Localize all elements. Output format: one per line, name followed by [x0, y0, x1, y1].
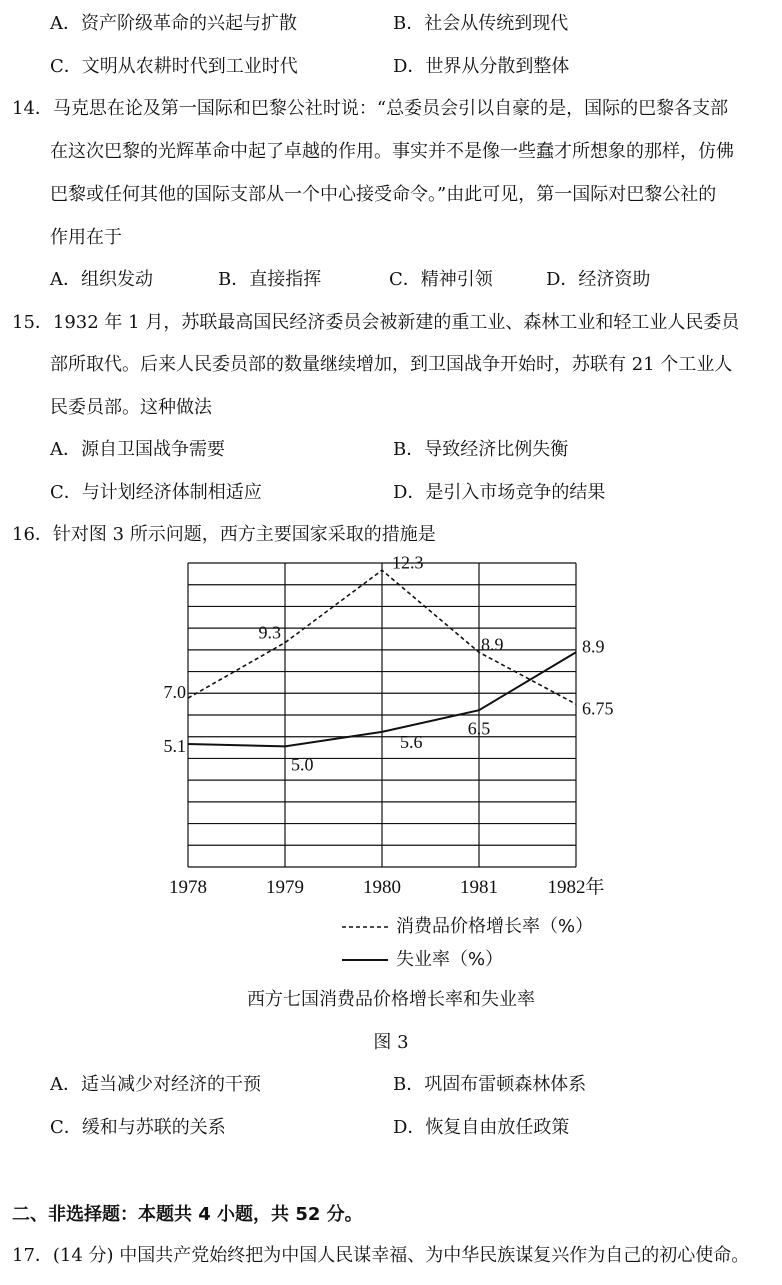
q16-option-a: A．适当减少对经济的干预: [50, 1074, 261, 1095]
q16-option-c: C．缓和与苏联的关系: [50, 1117, 226, 1138]
q13-option-c: C．文明从农耕时代到工业时代: [50, 56, 298, 77]
chart-x-ticks: [169, 876, 605, 898]
q13-option-b: B．社会从传统到现代: [393, 13, 569, 34]
q13-option-a: A．资产阶级革命的兴起与扩散: [50, 13, 297, 34]
figure-caption: 西方七国消费品价格增长率和失业率: [247, 989, 535, 1010]
x-tick-label: 1980: [363, 877, 401, 898]
q14-stem-line-1: 14．马克思在论及第一国际和巴黎公社时说：“总委员会引以自豪的是，国际的巴黎各支部: [12, 98, 729, 119]
unemployment-data-label: 6.5: [467, 718, 491, 739]
q15-stem-line-2: 部所取代。后来人民委员部的数量继续增加，到卫国战争开始时，苏联有 21 个工业人: [50, 354, 733, 375]
q14-option-a: A．组织发动: [50, 269, 153, 290]
price-growth-data-label: 6.75: [582, 698, 614, 719]
price-growth-data-label: 9.3: [258, 622, 281, 643]
section-2-title: 二、非选择题：本题共 4 小题，共 52 分。: [12, 1204, 363, 1225]
q14-stem-line-2: 在这次巴黎的光辉革命中起了卓越的作用。事实并不是像一些蠢才所想象的那样，仿佛: [50, 141, 734, 162]
q16-option-b: B．巩固布雷顿森林体系: [393, 1074, 587, 1095]
q14-option-c: C．精神引领: [389, 269, 493, 290]
unemployment-data-label: 5.6: [400, 732, 423, 753]
q15-option-b: B．导致经济比例失衡: [393, 439, 569, 460]
x-tick-label: 1981: [460, 877, 498, 898]
q16-stem: 16．针对图 3 所示问题，西方主要国家采取的措施是: [12, 524, 436, 545]
q14-option-d: D．经济资助: [546, 269, 651, 290]
q16-option-d: D．恢复自由放任政策: [393, 1117, 570, 1138]
q13-option-d: D．世界从分散到整体: [393, 56, 570, 77]
price-growth-data-label: 12.3: [392, 552, 424, 573]
q14-stem-line-4: 作用在于: [50, 227, 122, 248]
chart-legend: [342, 916, 593, 970]
chart-grid: [188, 563, 576, 867]
q14-stem-line-3: 巴黎或任何其他的国际支部从一个中心接受命令。”由此可见，第一国际对巴黎公社的: [50, 184, 717, 205]
x-tick-label: 1979: [266, 877, 304, 898]
x-tick-label: 1982年: [547, 877, 605, 898]
legend-label-unemployment: 失业率（%）: [396, 949, 504, 970]
x-tick-label: 1978: [169, 877, 207, 898]
unemployment-data-label: 8.9: [582, 636, 605, 657]
price-growth-data-label: 8.9: [481, 634, 504, 655]
legend-label-price-growth: 消费品价格增长率（%）: [396, 916, 594, 937]
q15-option-c: C．与计划经济体制相适应: [50, 482, 262, 503]
q15-option-a: A．源自卫国战争需要: [50, 439, 225, 460]
q15-option-d: D．是引入市场竞争的结果: [393, 482, 606, 503]
unemployment-data-label: 5.1: [163, 736, 186, 757]
chart-data-labels: [164, 552, 614, 774]
chart-svg: [140, 552, 660, 970]
q14-option-b: B．直接指挥: [218, 269, 322, 290]
q15-stem-line-1: 15．1932 年 1 月，苏联最高国民经济委员会被新建的重工业、森林工业和轻工业人民委员: [12, 312, 740, 333]
q17-stem-line-1: 17．(14 分) 中国共产党始终把为中国人民谋幸福、为中华民族谋复兴作为自己的初心使命。: [12, 1245, 750, 1266]
q15-stem-line-3: 民委员部。这种做法: [50, 397, 212, 418]
price-growth-data-label: 7.0: [163, 682, 186, 703]
figure-3-chart: [140, 552, 660, 970]
figure-label: 图 3: [373, 1032, 409, 1053]
unemployment-data-label: 5.0: [291, 754, 314, 775]
